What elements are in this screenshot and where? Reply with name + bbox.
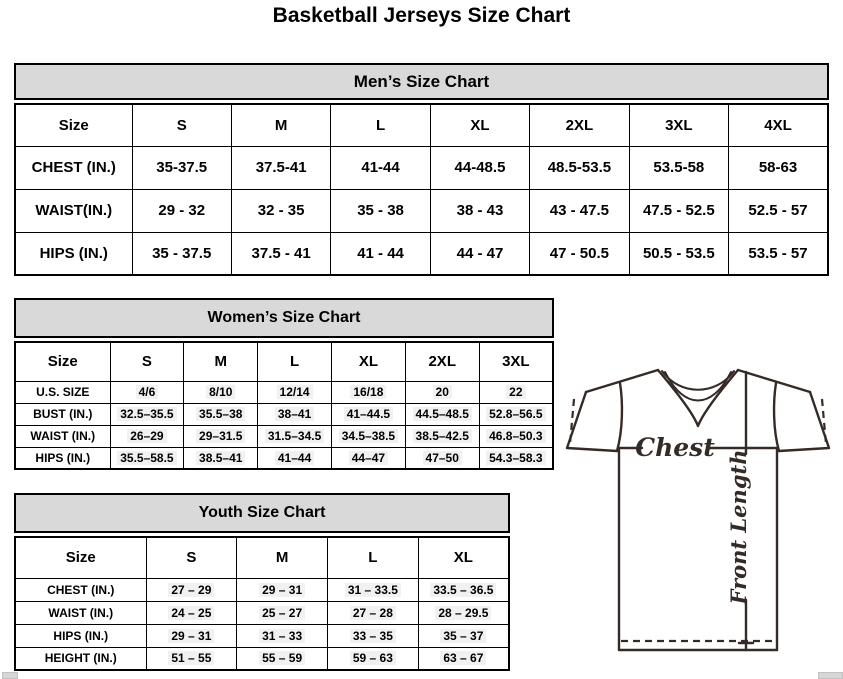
youth-cell-text: 59 – 63 — [350, 651, 396, 665]
youth-cell-r0c0 — [146, 578, 237, 601]
mens-cell-r1c1: 32 - 35 — [231, 189, 330, 232]
womens-cell-text: 8/10 — [206, 385, 235, 399]
mens-cell-r2c1: 37.5 - 41 — [231, 232, 330, 275]
womens-cell-r3c0 — [110, 447, 184, 469]
right-cuff-dash — [822, 399, 826, 444]
womens-cell-text: 29–31.5 — [196, 429, 245, 443]
mens-row-label-1: WAIST(IN.) — [15, 189, 132, 232]
mens-cell-r2c6: 53.5 - 57 — [729, 232, 828, 275]
womens-cell-text: 26–29 — [127, 429, 166, 443]
youth-chart-header-band — [14, 493, 510, 533]
womens-column-header-s: S — [110, 342, 184, 381]
youth-column-header-l: L — [328, 537, 419, 578]
womens-cell-text: 22 — [506, 385, 525, 399]
mens-size-table — [14, 103, 829, 276]
youth-cell-text: 35 – 37 — [440, 629, 486, 643]
womens-cell-r3c3 — [331, 447, 405, 469]
mens-row-label-0: CHEST (IN.) — [15, 146, 132, 189]
youth-column-header-s: S — [146, 537, 237, 578]
womens-cell-r1c3 — [331, 403, 405, 425]
womens-data-row-0 — [15, 381, 553, 403]
youth-cell-r2c0 — [146, 624, 237, 647]
youth-cell-r3c0 — [146, 647, 237, 670]
mens-cell-r0c2: 41-44 — [331, 146, 430, 189]
mens-data-row-1 — [15, 189, 828, 232]
youth-cell-text: 29 – 31 — [168, 629, 214, 643]
mens-cell-r2c4: 47 - 50.5 — [530, 232, 629, 275]
youth-cell-r3c2 — [328, 647, 419, 670]
womens-cell-r1c2 — [258, 403, 332, 425]
womens-cell-text: 52.8–56.5 — [486, 407, 545, 421]
mens-size-label: Size — [15, 104, 132, 146]
mens-cell-r0c0: 35-37.5 — [132, 146, 231, 189]
youth-cell-text: 29 – 31 — [259, 583, 305, 597]
mens-data-row-0 — [15, 146, 828, 189]
mens-chart-title: Men’s Size Chart — [353, 71, 490, 91]
youth-cell-text: 51 – 55 — [168, 651, 214, 665]
youth-cell-text: 27 – 29 — [168, 583, 214, 597]
mens-cell-r0c3: 44-48.5 — [430, 146, 529, 189]
mens-cell-r0c1: 37.5-41 — [231, 146, 330, 189]
mens-cell-r0c6: 58-63 — [729, 146, 828, 189]
youth-cell-text: 28 – 29.5 — [435, 606, 491, 620]
womens-cell-text: 44.5–48.5 — [413, 407, 472, 421]
mens-cell-r1c3: 38 - 43 — [430, 189, 529, 232]
mens-cell-r1c6: 52.5 - 57 — [729, 189, 828, 232]
womens-cell-text: 41–44.5 — [344, 407, 393, 421]
womens-cell-text: 38.5–41 — [196, 451, 245, 465]
youth-row-label-0: CHEST (IN.) — [15, 578, 146, 601]
womens-cell-r2c3 — [331, 425, 405, 447]
youth-cell-r3c3 — [418, 647, 509, 670]
jersey-diagram-svg — [558, 362, 842, 672]
mens-cell-r1c0: 29 - 32 — [132, 189, 231, 232]
mens-cell-r2c5: 50.5 - 53.5 — [629, 232, 728, 275]
mens-cell-r1c4: 43 - 47.5 — [530, 189, 629, 232]
mens-cell-r1c5: 47.5 - 52.5 — [629, 189, 728, 232]
youth-cell-text: 24 – 25 — [168, 606, 214, 620]
youth-cell-text: 33.5 – 36.5 — [430, 583, 496, 597]
mens-row-label-2: HIPS (IN.) — [15, 232, 132, 275]
youth-data-row-3 — [15, 647, 509, 670]
mens-data-row-2 — [15, 232, 828, 275]
youth-column-header-m: M — [237, 537, 328, 578]
womens-cell-r1c4 — [405, 403, 479, 425]
womens-column-header-2xl: 2XL — [405, 342, 479, 381]
youth-size-label: Size — [15, 537, 146, 578]
youth-row-label-3: HEIGHT (IN.) — [15, 647, 146, 670]
womens-cell-r2c5 — [479, 425, 553, 447]
womens-cell-r1c5 — [479, 403, 553, 425]
youth-cell-text: 31 – 33.5 — [345, 583, 401, 597]
womens-cell-r3c5 — [479, 447, 553, 469]
mens-cell-r0c5: 53.5-58 — [629, 146, 728, 189]
womens-data-row-3 — [15, 447, 553, 469]
womens-chart-title: Women’s Size Chart — [207, 309, 361, 326]
youth-data-row-0 — [15, 578, 509, 601]
youth-chart-title: Youth Size Chart — [198, 504, 326, 521]
mens-cell-r2c2: 41 - 44 — [331, 232, 430, 275]
womens-cell-r0c0 — [110, 381, 184, 403]
womens-column-header-xl: XL — [331, 342, 405, 381]
youth-cell-r0c1 — [237, 578, 328, 601]
womens-row-label-3: HIPS (IN.) — [15, 447, 110, 469]
womens-cell-r2c1 — [184, 425, 258, 447]
mens-column-header-m: M — [231, 104, 330, 146]
mens-cell-r0c4: 48.5-53.5 — [530, 146, 629, 189]
womens-cell-text: 34.5–38.5 — [339, 429, 398, 443]
youth-data-row-1 — [15, 601, 509, 624]
womens-cell-r0c4 — [405, 381, 479, 403]
womens-cell-r3c4 — [405, 447, 479, 469]
womens-size-table — [14, 341, 554, 470]
womens-cell-text: 38–41 — [275, 407, 314, 421]
youth-cell-r1c1 — [237, 601, 328, 624]
scrollbar-fragment-right[interactable] — [818, 672, 843, 679]
mens-cell-r1c2: 35 - 38 — [331, 189, 430, 232]
youth-cell-r1c2 — [328, 601, 419, 624]
youth-cell-r2c1 — [237, 624, 328, 647]
womens-cell-text: 12/14 — [277, 385, 313, 399]
womens-row-label-0: U.S. SIZE — [15, 381, 110, 403]
womens-cell-text: 41–44 — [275, 451, 314, 465]
womens-cell-text: 46.8–50.3 — [486, 429, 545, 443]
youth-cell-r0c2 — [328, 578, 419, 601]
womens-data-row-2 — [15, 425, 553, 447]
youth-cell-r2c2 — [328, 624, 419, 647]
womens-row-label-1: BUST (IN.) — [15, 403, 110, 425]
womens-data-row-1 — [15, 403, 553, 425]
youth-data-row-2 — [15, 624, 509, 647]
youth-cell-text: 55 – 59 — [259, 651, 305, 665]
womens-cell-r0c5 — [479, 381, 553, 403]
womens-size-label: Size — [15, 342, 110, 381]
youth-size-table — [14, 536, 510, 671]
measurement-lines — [619, 372, 777, 650]
womens-cell-r1c0 — [110, 403, 184, 425]
mens-chart-header-band — [14, 63, 829, 100]
chest-label: Chest — [635, 433, 715, 462]
womens-cell-r0c2 — [258, 381, 332, 403]
youth-cell-text: 27 – 28 — [350, 606, 396, 620]
mens-column-header-2xl: 2XL — [530, 104, 629, 146]
womens-cell-r0c3 — [331, 381, 405, 403]
mens-column-header-s: S — [132, 104, 231, 146]
mens-cell-r2c0: 35 - 37.5 — [132, 232, 231, 275]
womens-column-header-m: M — [184, 342, 258, 381]
womens-cell-text: 4/6 — [136, 385, 159, 399]
youth-cell-r3c1 — [237, 647, 328, 670]
youth-column-header-xl: XL — [418, 537, 509, 578]
womens-cell-text: 47–50 — [423, 451, 462, 465]
womens-column-header-3xl: 3XL — [479, 342, 553, 381]
youth-cell-text: 63 – 67 — [440, 651, 486, 665]
mens-column-header-xl: XL — [430, 104, 529, 146]
youth-row-label-2: HIPS (IN.) — [15, 624, 146, 647]
mens-column-header-4xl: 4XL — [729, 104, 828, 146]
womens-cell-text: 44–47 — [349, 451, 388, 465]
scrollbar-fragment-left[interactable] — [2, 672, 18, 679]
mens-column-header-l: L — [331, 104, 430, 146]
womens-column-header-l: L — [258, 342, 332, 381]
jersey-measurement-diagram — [558, 362, 842, 672]
womens-cell-text: 20 — [433, 385, 452, 399]
youth-cell-r2c3 — [418, 624, 509, 647]
youth-cell-r1c0 — [146, 601, 237, 624]
womens-cell-r2c2 — [258, 425, 332, 447]
womens-chart-header-band — [14, 298, 554, 338]
front-length-label: Front Length — [726, 449, 751, 605]
mens-column-header-3xl: 3XL — [629, 104, 728, 146]
womens-cell-r2c4 — [405, 425, 479, 447]
mens-cell-r2c3: 44 - 47 — [430, 232, 529, 275]
womens-cell-r3c1 — [184, 447, 258, 469]
youth-row-label-1: WAIST (IN.) — [15, 601, 146, 624]
womens-cell-text: 38.5–42.5 — [413, 429, 472, 443]
youth-cell-text: 25 – 27 — [259, 606, 305, 620]
youth-size-header-row — [15, 537, 509, 578]
womens-row-label-2: WAIST (IN.) — [15, 425, 110, 447]
womens-cell-text: 35.5–58.5 — [117, 451, 176, 465]
womens-cell-text: 16/18 — [350, 385, 386, 399]
youth-cell-r0c3 — [418, 578, 509, 601]
womens-cell-r2c0 — [110, 425, 184, 447]
womens-cell-r3c2 — [258, 447, 332, 469]
page-title: Basketball Jerseys Size Chart — [272, 4, 571, 27]
youth-cell-text: 31 – 33 — [259, 629, 305, 643]
left-cuff-dash — [570, 399, 574, 444]
womens-cell-r0c1 — [184, 381, 258, 403]
youth-cell-r1c3 — [418, 601, 509, 624]
womens-cell-text: 35.5–38 — [196, 407, 245, 421]
womens-size-header-row — [15, 342, 553, 381]
womens-cell-r1c1 — [184, 403, 258, 425]
mens-size-header-row — [15, 104, 828, 146]
jersey-outline — [567, 370, 829, 650]
womens-cell-text: 32.5–35.5 — [117, 407, 176, 421]
womens-cell-text: 31.5–34.5 — [265, 429, 324, 443]
youth-cell-text: 33 – 35 — [350, 629, 396, 643]
womens-cell-text: 54.3–58.3 — [486, 451, 545, 465]
